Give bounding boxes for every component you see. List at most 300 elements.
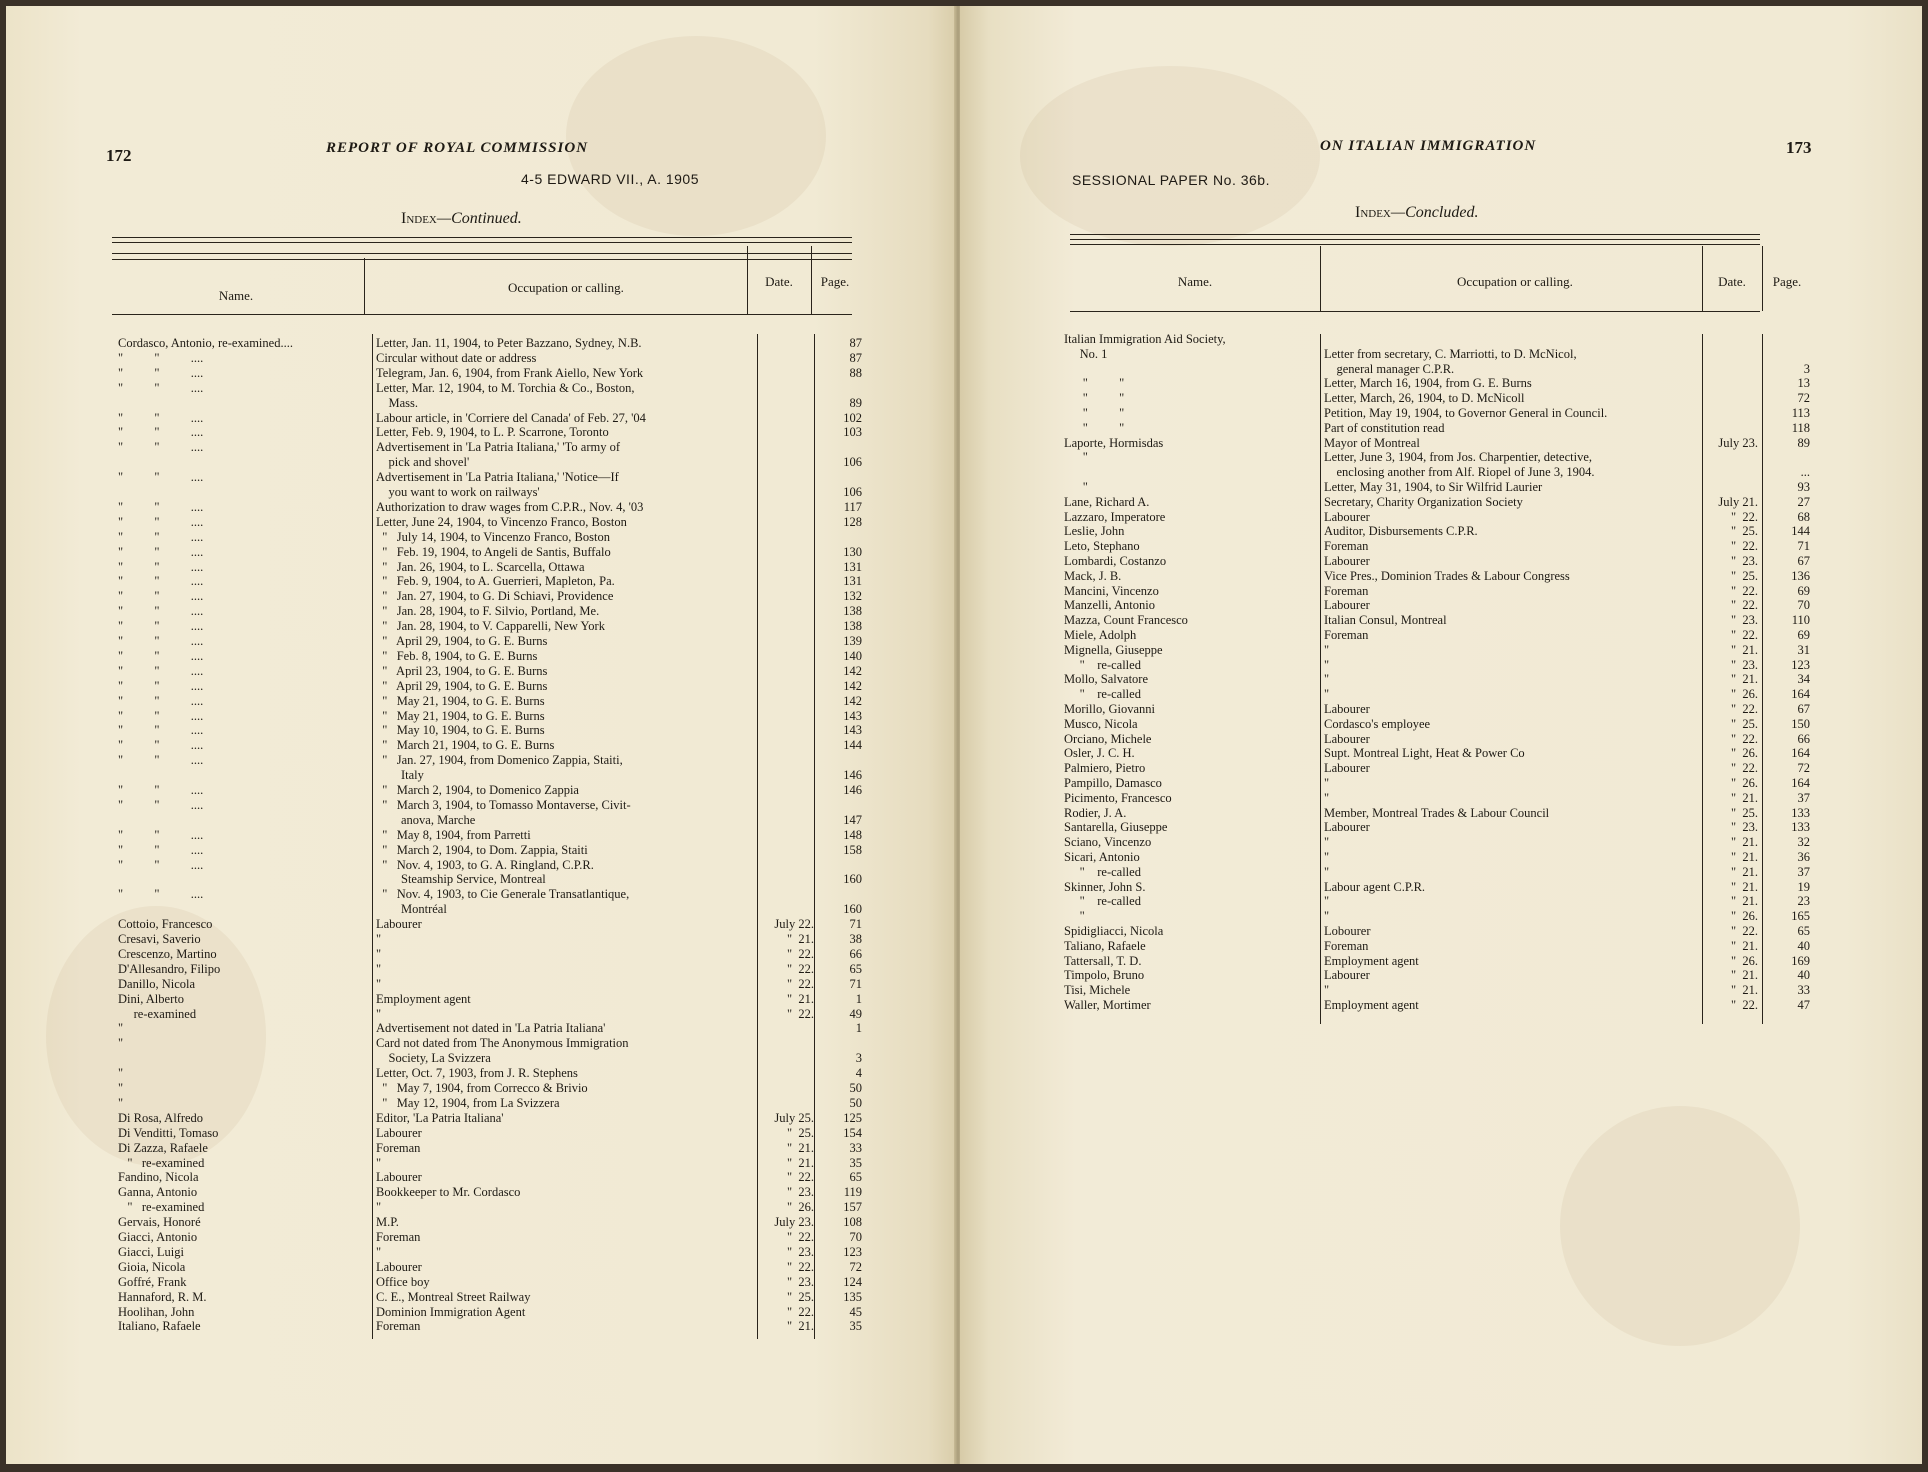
index-row bbox=[118, 664, 868, 678]
date-cell: " 25. bbox=[1731, 716, 1758, 731]
date-cell: " 26. bbox=[1731, 953, 1758, 968]
occupation-cell: Member, Montreal Trades & Labour Council bbox=[1324, 805, 1550, 820]
index-row bbox=[1064, 421, 1824, 435]
occupation-cell: " bbox=[376, 1006, 382, 1021]
right-page bbox=[960, 6, 1922, 1464]
occupation-cell: Labourer bbox=[1324, 761, 1370, 776]
name-cell: D'Allesandro, Filipo bbox=[118, 961, 221, 976]
occupation-cell: Cordasco's employee bbox=[1324, 716, 1431, 731]
index-row bbox=[118, 589, 868, 603]
index-row bbox=[1064, 865, 1824, 879]
name-cell: Mignella, Giuseppe bbox=[1064, 642, 1163, 657]
name-cell: Orciano, Michele bbox=[1064, 731, 1152, 746]
index-row bbox=[118, 932, 868, 946]
occupation-cell: M.P. bbox=[376, 1215, 399, 1230]
session-line: 4-5 EDWARD VII., A. 1905 bbox=[521, 171, 699, 187]
page-cell: 65 bbox=[849, 961, 862, 976]
occupation-cell: Labourer bbox=[1324, 702, 1370, 716]
occupation-cell: Advertisement in 'La Patria Italiana,' 'To army of bbox=[376, 440, 620, 455]
occupation-cell: Petition, May 19, 1904, to Governor General in Council. bbox=[1324, 406, 1608, 420]
date-cell: " 25. bbox=[1731, 524, 1758, 539]
name-cell: Ganna, Antonio bbox=[118, 1185, 198, 1200]
name-cell: Danillo, Nicola bbox=[118, 976, 196, 991]
date-cell: " 21. bbox=[1731, 790, 1758, 805]
occupation-cell: Letter, Jan. 11, 1904, to Peter Bazzano, Sydney, N.B. bbox=[376, 336, 642, 350]
name-cell: " " bbox=[1064, 391, 1125, 406]
page-cell: 36 bbox=[1797, 850, 1810, 864]
occupation-cell: Letter, June 24, 1904, to Vincenzo Franco, Boston bbox=[376, 514, 627, 529]
column-header-name: Name. bbox=[1177, 274, 1213, 289]
page-cell: 40 bbox=[1797, 968, 1810, 983]
page-cell: 72 bbox=[1797, 391, 1810, 406]
occupation-cell: Montréal bbox=[376, 902, 447, 917]
date-cell: " 22. bbox=[787, 1006, 814, 1021]
occupation-cell: Foreman bbox=[1324, 539, 1369, 554]
page-number: 173 bbox=[1786, 138, 1812, 157]
index-row bbox=[118, 1170, 868, 1184]
index-row bbox=[118, 723, 868, 737]
index-row bbox=[118, 738, 868, 752]
left-page bbox=[6, 6, 956, 1464]
name-cell: " bbox=[118, 1095, 124, 1110]
index-row bbox=[1064, 954, 1824, 968]
page-cell: 72 bbox=[849, 1259, 862, 1274]
date-cell: July 23. bbox=[1718, 435, 1758, 450]
name-cell: Giacci, Luigi bbox=[118, 1244, 184, 1259]
occupation-cell: " bbox=[376, 961, 382, 976]
date-cell: " 25. bbox=[787, 1125, 814, 1140]
page-cell: 113 bbox=[1791, 406, 1810, 420]
page-cell: 67 bbox=[1797, 702, 1810, 716]
index-row bbox=[1064, 376, 1824, 390]
name-cell: " " .... bbox=[118, 887, 204, 902]
left-index-rows bbox=[118, 336, 868, 1336]
page-cell: 106 bbox=[843, 455, 862, 470]
index-row bbox=[118, 1081, 868, 1095]
occupation-cell: Letter, March, 26, 1904, to D. McNicoll bbox=[1324, 391, 1525, 406]
date-cell: " 22. bbox=[1731, 924, 1758, 938]
session-line: SESSIONAL PAPER No. 36b. bbox=[1072, 172, 1270, 188]
index-row bbox=[1064, 702, 1824, 716]
occupation-cell: Dominion Immigration Agent bbox=[376, 1304, 526, 1319]
index-row bbox=[118, 917, 868, 931]
occupation-cell: " bbox=[376, 946, 382, 961]
index-row bbox=[118, 336, 868, 350]
name-cell: Rodier, J. A. bbox=[1064, 805, 1127, 820]
occupation-cell: Foreman bbox=[1324, 628, 1369, 642]
name-cell: Picimento, Francesco bbox=[1064, 790, 1172, 805]
name-cell: Gervais, Honoré bbox=[118, 1215, 201, 1230]
occupation-cell: " Feb. 9, 1904, to A. Guerrieri, Mapleton, Pa. bbox=[376, 574, 615, 589]
index-row bbox=[118, 1305, 868, 1319]
page-cell: 13 bbox=[1797, 376, 1810, 391]
index-row bbox=[118, 977, 868, 991]
occupation-cell: general manager C.P.R. bbox=[1324, 361, 1455, 376]
page-cell: 140 bbox=[843, 648, 862, 663]
page-cell: 144 bbox=[843, 738, 862, 753]
name-cell: Cottoio, Francesco bbox=[118, 917, 213, 932]
page-cell: 125 bbox=[843, 1110, 862, 1125]
name-cell: Tattersall, T. D. bbox=[1064, 953, 1142, 968]
name-cell: " " .... bbox=[118, 842, 204, 857]
index-row bbox=[118, 604, 868, 618]
page-cell: 169 bbox=[1791, 953, 1810, 968]
occupation-cell: " bbox=[376, 976, 382, 991]
index-row bbox=[118, 634, 868, 648]
index-row bbox=[1064, 450, 1824, 464]
index-row bbox=[1064, 939, 1824, 953]
occupation-cell: anova, Marche bbox=[376, 812, 476, 827]
name-cell: Mollo, Salvatore bbox=[1064, 672, 1149, 687]
date-cell: " 21. bbox=[787, 1155, 814, 1170]
occupation-cell: " March 21, 1904, to G. E. Burns bbox=[376, 738, 555, 753]
index-row bbox=[118, 515, 868, 529]
occupation-cell: " bbox=[1324, 864, 1330, 879]
name-cell: " " .... bbox=[118, 499, 204, 514]
name-cell: " " .... bbox=[118, 619, 204, 634]
index-row bbox=[118, 1126, 868, 1140]
occupation-cell: Letter, Feb. 9, 1904, to L. P. Scarrone, Toronto bbox=[376, 425, 609, 440]
occupation-cell: Labourer bbox=[376, 1259, 422, 1274]
page-cell: 148 bbox=[843, 827, 862, 842]
page-cell: 117 bbox=[843, 499, 862, 514]
occupation-cell: " bbox=[1324, 687, 1330, 702]
date-cell: " 25. bbox=[1731, 568, 1758, 583]
name-cell: Hannaford, R. M. bbox=[118, 1289, 207, 1304]
index-row bbox=[118, 1111, 868, 1125]
occupation-cell: Auditor, Disbursements C.P.R. bbox=[1324, 524, 1478, 539]
index-row bbox=[118, 1066, 868, 1080]
index-row bbox=[118, 411, 868, 425]
name-cell: Spidigliacci, Nicola bbox=[1064, 924, 1164, 938]
occupation-cell: enclosing another from Alf. Riopel of June 3, 1904. bbox=[1324, 465, 1595, 480]
occupation-cell: " bbox=[1324, 776, 1330, 790]
index-row bbox=[118, 1245, 868, 1259]
page-cell: 35 bbox=[849, 1319, 862, 1334]
name-cell: " " .... bbox=[118, 365, 204, 380]
index-row bbox=[1064, 347, 1824, 361]
index-row bbox=[1064, 983, 1824, 997]
name-cell: Osler, J. C. H. bbox=[1064, 746, 1135, 761]
date-cell: July 25. bbox=[774, 1110, 814, 1125]
date-cell: " 21. bbox=[1731, 835, 1758, 850]
index-row bbox=[118, 694, 868, 708]
name-cell: Sicari, Antonio bbox=[1064, 850, 1140, 864]
page-cell: 146 bbox=[843, 783, 862, 797]
occupation-cell: " March 3, 1904, to Tomasso Montaverse, Civit- bbox=[376, 797, 631, 812]
index-row bbox=[118, 560, 868, 574]
page-cell: 118 bbox=[1791, 420, 1810, 435]
occupation-cell: " bbox=[1324, 657, 1330, 672]
page-cell: 110 bbox=[1791, 613, 1810, 628]
index-row bbox=[1064, 924, 1824, 938]
date-cell: " 23. bbox=[787, 1244, 814, 1259]
page-cell: 142 bbox=[843, 693, 862, 708]
index-title bbox=[401, 210, 522, 228]
name-cell: Cordasco, Antonio, re-examined.... bbox=[118, 336, 293, 350]
name-cell: " re-examined bbox=[118, 1155, 205, 1170]
page-cell: 69 bbox=[1797, 583, 1810, 598]
occupation-cell: Letter, Oct. 7, 1903, from J. R. Stephens bbox=[376, 1066, 578, 1081]
index-row bbox=[118, 798, 868, 812]
index-row bbox=[1064, 732, 1824, 746]
index-row bbox=[1064, 406, 1824, 420]
date-cell: " 21. bbox=[1731, 938, 1758, 953]
date-cell: " 22. bbox=[1731, 509, 1758, 524]
index-row bbox=[1064, 554, 1824, 568]
name-cell: Lazzaro, Imperatore bbox=[1064, 509, 1166, 524]
occupation-cell: Labour article, in 'Corriere del Canada' of Feb. 27, '04 bbox=[376, 410, 646, 425]
date-cell: " 21. bbox=[1731, 642, 1758, 657]
page-cell: 164 bbox=[1791, 776, 1810, 790]
index-row bbox=[1064, 436, 1824, 450]
name-cell: Gioia, Nicola bbox=[118, 1259, 186, 1274]
occupation-cell: " Jan. 27, 1904, to G. Di Schiavi, Providence bbox=[376, 589, 614, 604]
occupation-cell: Telegram, Jan. 6, 1904, from Frank Aiello, New York bbox=[376, 365, 644, 380]
page-cell: 49 bbox=[849, 1006, 862, 1021]
date-cell: " 23. bbox=[1731, 820, 1758, 835]
name-cell: re-examined bbox=[118, 1006, 197, 1021]
index-row bbox=[1064, 761, 1824, 775]
name-cell: Laporte, Hormisdas bbox=[1064, 435, 1164, 450]
name-cell: " re-called bbox=[1064, 657, 1141, 672]
name-cell: Skinner, John S. bbox=[1064, 879, 1146, 894]
date-cell: July 23. bbox=[774, 1215, 814, 1230]
index-row bbox=[118, 485, 868, 499]
name-cell: " " .... bbox=[118, 350, 204, 365]
index-row bbox=[118, 887, 868, 901]
page-cell: 70 bbox=[1797, 598, 1810, 613]
name-cell: " " .... bbox=[118, 529, 204, 544]
index-row bbox=[118, 619, 868, 633]
name-cell: " " .... bbox=[118, 783, 204, 797]
date-cell: " 22. bbox=[787, 976, 814, 991]
name-cell: Lombardi, Costanzo bbox=[1064, 554, 1167, 568]
occupation-cell: Mass. bbox=[376, 395, 419, 410]
name-cell: Leto, Stephano bbox=[1064, 539, 1140, 554]
index-row bbox=[118, 530, 868, 544]
index-row bbox=[1064, 643, 1824, 657]
occupation-cell: Letter, Mar. 12, 1904, to M. Torchia & Co., Boston, bbox=[376, 380, 635, 395]
name-cell: " " .... bbox=[118, 663, 204, 678]
occupation-cell: Labourer bbox=[1324, 509, 1370, 524]
index-row bbox=[1064, 835, 1824, 849]
page-cell: 4 bbox=[855, 1066, 862, 1081]
name-cell: " " .... bbox=[118, 410, 204, 425]
occupation-cell: Office boy bbox=[376, 1274, 430, 1289]
date-cell: " 22. bbox=[1731, 539, 1758, 554]
name-cell: Tisi, Michele bbox=[1064, 983, 1131, 998]
occupation-cell: " bbox=[1324, 850, 1330, 864]
index-row bbox=[118, 709, 868, 723]
page-cell: 130 bbox=[843, 544, 862, 559]
index-row bbox=[1064, 672, 1824, 686]
page-cell: 33 bbox=[849, 1140, 862, 1155]
occupation-cell: Foreman bbox=[376, 1319, 421, 1334]
index-row bbox=[118, 545, 868, 559]
running-head: ON ITALIAN IMMIGRATION bbox=[1320, 138, 1537, 154]
index-row bbox=[1064, 998, 1824, 1012]
date-cell: July 22. bbox=[774, 917, 814, 932]
page-cell: 33 bbox=[1797, 983, 1810, 998]
index-row bbox=[118, 1021, 868, 1035]
occupation-cell: Labour agent C.P.R. bbox=[1324, 879, 1426, 894]
name-cell: Giacci, Antonio bbox=[118, 1230, 198, 1244]
name-cell: " " .... bbox=[118, 380, 204, 395]
page-cell: 71 bbox=[849, 976, 862, 991]
page-cell: 158 bbox=[843, 842, 862, 857]
column-header-date: Date. bbox=[765, 274, 793, 289]
right-index-rows bbox=[1064, 332, 1824, 1022]
occupation-cell: Labourer bbox=[1324, 820, 1370, 835]
name-cell: " " .... bbox=[118, 634, 204, 648]
page-cell: 34 bbox=[1797, 672, 1810, 687]
page-cell: 66 bbox=[849, 946, 862, 961]
occupation-cell: Society, La Svizzera bbox=[376, 1051, 491, 1066]
name-cell: " " .... bbox=[118, 425, 204, 440]
page-cell: 3 bbox=[855, 1051, 862, 1066]
index-row bbox=[1064, 850, 1824, 864]
index-row bbox=[118, 1156, 868, 1170]
index-row bbox=[1064, 717, 1824, 731]
name-cell: " " .... bbox=[118, 470, 204, 485]
index-row bbox=[118, 902, 868, 916]
index-row bbox=[118, 1290, 868, 1304]
name-cell: Mack, J. B. bbox=[1064, 568, 1122, 583]
page-cell: 70 bbox=[849, 1230, 862, 1244]
occupation-cell: " May 21, 1904, to G. E. Burns bbox=[376, 708, 545, 723]
index-row bbox=[1064, 658, 1824, 672]
page-cell: 35 bbox=[849, 1155, 862, 1170]
index-row bbox=[118, 425, 868, 439]
index-row bbox=[118, 679, 868, 693]
name-cell: Goffré, Frank bbox=[118, 1274, 187, 1289]
date-cell: " 21. bbox=[787, 1319, 814, 1334]
occupation-cell: Letter from secretary, C. Marriotti, to D. McNicol, bbox=[1324, 346, 1577, 361]
occupation-cell: you want to work on railways' bbox=[376, 485, 540, 499]
page-cell: 93 bbox=[1797, 480, 1810, 494]
index-row bbox=[118, 1200, 868, 1214]
name-cell: " " .... bbox=[118, 693, 204, 708]
page-cell: 138 bbox=[843, 604, 862, 619]
index-row bbox=[1064, 569, 1824, 583]
occupation-cell: C. E., Montreal Street Railway bbox=[376, 1289, 531, 1304]
page-cell: 164 bbox=[1791, 746, 1810, 761]
index-row bbox=[1064, 391, 1824, 405]
index-row bbox=[118, 1260, 868, 1274]
name-cell: " bbox=[118, 1066, 124, 1081]
name-cell: Lane, Richard A. bbox=[1064, 494, 1150, 509]
page-cell: 131 bbox=[843, 559, 862, 574]
index-row bbox=[118, 768, 868, 782]
page-cell: 132 bbox=[843, 589, 862, 604]
page-cell: 71 bbox=[1797, 539, 1810, 554]
date-cell: " 21. bbox=[787, 991, 814, 1006]
occupation-cell: " Nov. 4, 1903, to Cie Generale Transatlantique, bbox=[376, 887, 630, 902]
page-cell: 102 bbox=[843, 410, 862, 425]
index-row bbox=[1064, 909, 1824, 923]
page-cell: 65 bbox=[849, 1170, 862, 1185]
index-row bbox=[118, 574, 868, 588]
index-row bbox=[1064, 539, 1824, 553]
date-cell: " 25. bbox=[787, 1289, 814, 1304]
index-row bbox=[1064, 495, 1824, 509]
page-cell: 143 bbox=[843, 708, 862, 723]
occupation-cell: Circular without date or address bbox=[376, 350, 537, 365]
occupation-cell: Employment agent bbox=[1324, 953, 1419, 968]
page-cell: 32 bbox=[1797, 835, 1810, 850]
column-header-page: Page. bbox=[820, 274, 850, 289]
occupation-cell: Letter, May 31, 1904, to Sir Wilfrid Laurier bbox=[1324, 480, 1543, 494]
name-cell: Taliano, Rafaele bbox=[1064, 938, 1146, 953]
column-header-occupation: Occupation or calling. bbox=[1457, 274, 1573, 289]
page-cell: 131 bbox=[843, 574, 862, 589]
occupation-cell: " May 21, 1904, to G. E. Burns bbox=[376, 693, 545, 708]
page-cell: 139 bbox=[843, 634, 862, 648]
date-cell: " 22. bbox=[1731, 628, 1758, 642]
occupation-cell: Part of constitution read bbox=[1324, 420, 1445, 435]
page-cell: 135 bbox=[843, 1289, 862, 1304]
page-cell: 27 bbox=[1797, 494, 1810, 509]
date-cell: " 22. bbox=[1731, 598, 1758, 613]
name-cell: Di Venditti, Tomaso bbox=[118, 1125, 219, 1140]
occupation-cell: " March 2, 1904, to Domenico Zappia bbox=[376, 783, 579, 797]
occupation-cell: Italy bbox=[376, 768, 424, 783]
page-cell: 150 bbox=[1791, 716, 1810, 731]
occupation-cell: Foreman bbox=[376, 1140, 421, 1155]
index-row bbox=[118, 1185, 868, 1199]
occupation-cell: " July 14, 1904, to Vincenzo Franco, Boston bbox=[376, 529, 610, 544]
name-cell: Leslie, John bbox=[1064, 524, 1125, 539]
name-cell: " " .... bbox=[118, 648, 204, 663]
index-row bbox=[118, 1096, 868, 1110]
page-cell: 157 bbox=[843, 1200, 862, 1215]
page-cell: 23 bbox=[1797, 894, 1810, 909]
occupation-cell: " Feb. 19, 1904, to Angeli de Santis, Buffalo bbox=[376, 544, 611, 559]
date-cell: " 21. bbox=[1731, 850, 1758, 864]
index-row bbox=[1064, 687, 1824, 701]
occupation-cell: " bbox=[1324, 983, 1330, 998]
column-header-page: Page. bbox=[1772, 274, 1802, 289]
date-cell: " 22. bbox=[787, 1259, 814, 1274]
index-row bbox=[118, 947, 868, 961]
occupation-cell: Employment agent bbox=[376, 991, 471, 1006]
name-cell: " " .... bbox=[118, 797, 204, 812]
page-cell: 144 bbox=[1791, 524, 1810, 539]
occupation-cell: Labourer bbox=[1324, 598, 1370, 613]
index-row bbox=[118, 783, 868, 797]
occupation-cell: " bbox=[1324, 642, 1330, 657]
date-cell: " 23. bbox=[1731, 657, 1758, 672]
page-cell: 106 bbox=[843, 485, 862, 499]
occupation-cell: " Jan. 28, 1904, to F. Silvio, Portland, Me. bbox=[376, 604, 600, 619]
name-cell: Italiano, Rafaele bbox=[118, 1319, 201, 1334]
name-cell: Palmiero, Pietro bbox=[1064, 761, 1146, 776]
page-cell: 133 bbox=[1791, 820, 1810, 835]
index-row bbox=[1064, 465, 1824, 479]
date-cell: " 23. bbox=[1731, 613, 1758, 628]
index-row bbox=[118, 366, 868, 380]
name-cell: Waller, Mortimer bbox=[1064, 998, 1151, 1012]
index-row bbox=[118, 962, 868, 976]
name-cell: Di Rosa, Alfredo bbox=[118, 1110, 204, 1125]
index-row bbox=[1064, 332, 1824, 346]
page-cell: 108 bbox=[843, 1215, 862, 1230]
name-cell: " " .... bbox=[118, 544, 204, 559]
name-cell: Mazza, Count Francesco bbox=[1064, 613, 1188, 628]
date-cell: " 22. bbox=[787, 946, 814, 961]
occupation-cell: " Jan. 27, 1904, from Domenico Zappia, Staiti, bbox=[376, 753, 623, 768]
